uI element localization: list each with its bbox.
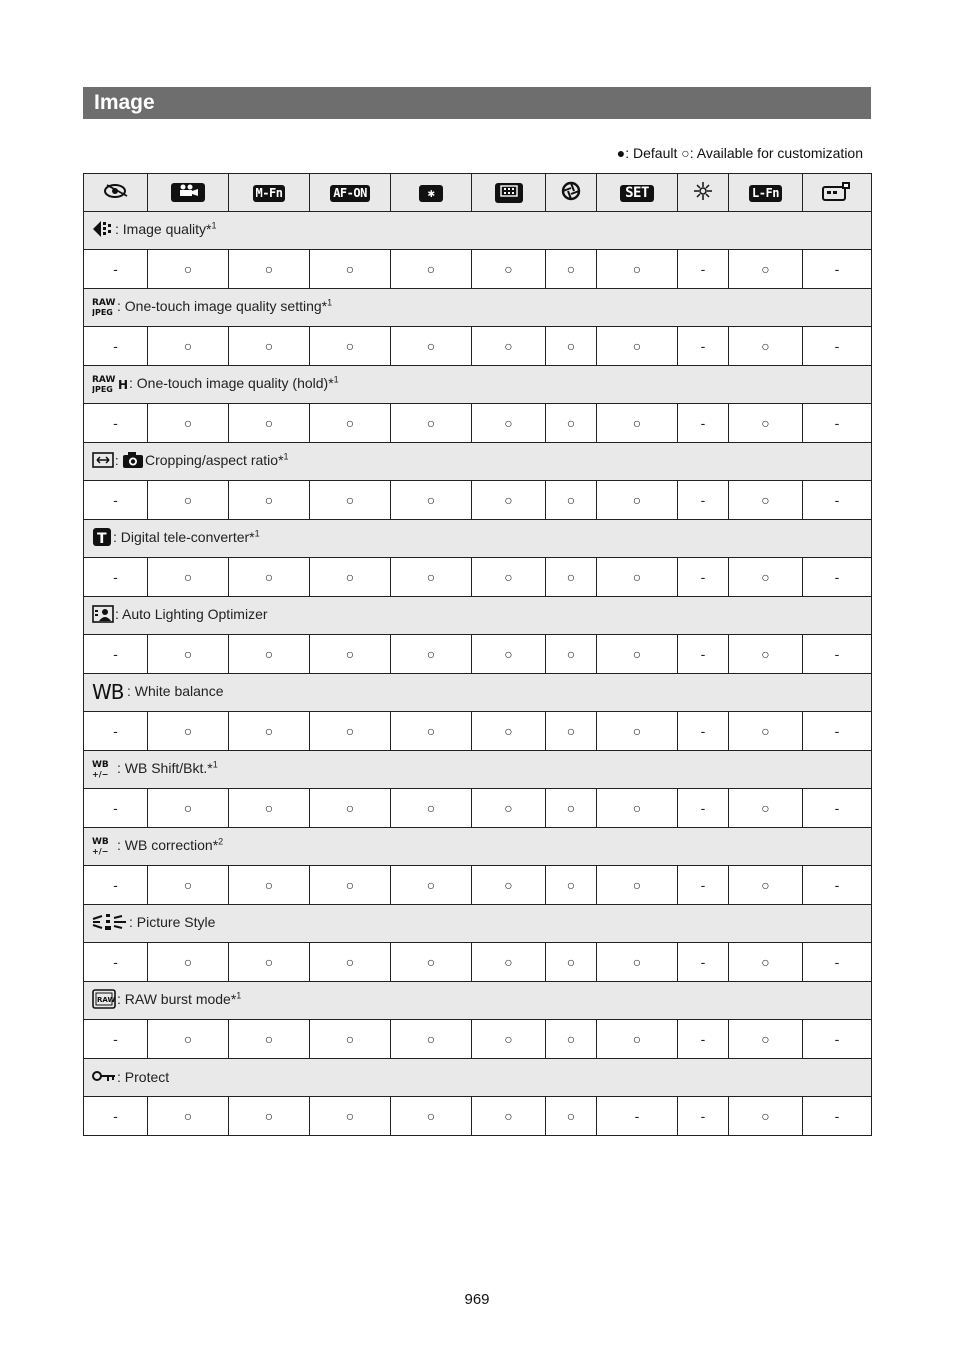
availability-cell: ○ [148,789,229,828]
availability-cell: ○ [310,327,391,366]
availability-cell: - [597,1097,678,1136]
availability-cell: ○ [229,404,310,443]
availability-cell: - [803,250,872,289]
availability-cell: ○ [729,866,803,905]
movie-icon [171,183,205,202]
availability-cell: ○ [310,712,391,751]
header-cell [678,174,729,212]
setting-item-row [84,751,872,789]
availability-cell: ○ [310,250,391,289]
availability-cell: ○ [310,635,391,674]
setting-item-row [84,443,872,481]
availability-cell: ○ [148,481,229,520]
setting-item-row [84,674,872,712]
setting-name-cell [84,1059,872,1097]
setting-name-cell [84,751,872,789]
availability-cell: ○ [391,250,472,289]
availability-cell: ○ [472,250,546,289]
availability-cell: - [803,635,872,674]
availability-cell: ○ [229,712,310,751]
availability-cell: ○ [597,481,678,520]
availability-cell: ○ [391,635,472,674]
availability-cell: ○ [597,866,678,905]
availability-cell: - [84,635,148,674]
availability-row [84,1097,872,1136]
availability-cell: - [678,404,729,443]
availability-cell: - [84,943,148,982]
availability-row [84,250,872,289]
svg-text:RAW: RAW [97,996,116,1004]
page-number: 969 [464,1291,490,1308]
availability-cell: - [678,327,729,366]
availability-cell: - [803,558,872,597]
white-balance-icon [92,681,126,704]
availability-cell: - [803,943,872,982]
header-cell [84,174,148,212]
footnote-marker: 1 [211,220,217,231]
protect-key-icon [92,1069,116,1086]
header-cell [310,174,391,212]
setting-name-cell [84,828,872,866]
cropping-icon [92,451,144,472]
battery-grip-icon [822,181,852,201]
svg-text:WB: WB [92,681,124,701]
setting-item-row [84,905,872,943]
availability-cell: ○ [546,404,597,443]
setting-name-cell [84,982,872,1020]
setting-label: : Digital tele-converter* [113,529,255,546]
availability-cell: ○ [472,789,546,828]
availability-cell: ○ [229,635,310,674]
availability-cell: ○ [472,558,546,597]
setting-item-row [84,289,872,327]
availability-cell: ○ [148,712,229,751]
availability-cell: ○ [148,943,229,982]
availability-cell: - [84,481,148,520]
availability-cell: - [803,1020,872,1059]
availability-row [84,404,872,443]
availability-cell: - [678,712,729,751]
availability-cell: ○ [729,943,803,982]
availability-cell: - [678,635,729,674]
wb-correction-icon [92,835,116,858]
availability-cell: ○ [148,250,229,289]
setting-name-cell [84,520,872,558]
availability-cell: ○ [472,481,546,520]
availability-row [84,866,872,905]
setting-label: : White balance [127,683,224,700]
footnote-marker: 1 [236,990,242,1001]
footnote-marker: 1 [327,297,333,308]
availability-cell: ○ [472,943,546,982]
availability-cell: ○ [310,1097,391,1136]
availability-cell: ○ [597,943,678,982]
availability-cell: ○ [597,558,678,597]
availability-cell: ○ [391,1020,472,1059]
availability-cell: - [803,866,872,905]
availability-cell: ○ [729,712,803,751]
availability-cell: ○ [597,789,678,828]
setting-name-cell [84,443,872,481]
setting-name-cell [84,597,872,635]
setting-label: : Picture Style [129,914,216,931]
availability-cell: - [678,943,729,982]
availability-cell: ○ [546,943,597,982]
ae-lock-button-icon: ✱ [419,185,444,202]
availability-cell: ○ [229,1020,310,1059]
setting-label: : One-touch image quality (hold)* [129,375,334,392]
availability-cell: ○ [148,866,229,905]
availability-cell: - [84,558,148,597]
availability-cell: - [678,789,729,828]
availability-cell: ○ [729,1097,803,1136]
footnote-marker: 1 [212,759,218,770]
availability-cell: - [803,789,872,828]
setting-name-cell [84,366,872,404]
availability-cell: ○ [148,1097,229,1136]
svg-text:WB: WB [92,837,109,847]
availability-cell: ○ [546,635,597,674]
raw-jpeg-hold-icon [92,373,128,396]
availability-cell: - [803,404,872,443]
availability-cell: - [84,712,148,751]
availability-cell: ○ [729,481,803,520]
eye-icon [103,182,129,200]
setting-name-cell [84,212,872,250]
availability-cell: ○ [148,558,229,597]
m-fn-button-icon: M-Fn [253,185,286,202]
header-cell [472,174,546,212]
setting-label: : WB Shift/Bkt.* [117,760,213,777]
availability-cell: ○ [391,404,472,443]
setting-label: : Image quality* [115,221,212,238]
availability-cell: ○ [391,1097,472,1136]
setting-item-row [84,982,872,1020]
svg-text::: : [115,453,119,468]
tele-converter-icon [92,527,112,550]
setting-label: : WB correction* [117,837,219,854]
availability-cell: ○ [597,635,678,674]
header-cell [229,174,310,212]
availability-cell: ○ [310,481,391,520]
header-cell [148,174,229,212]
availability-cell: ○ [229,943,310,982]
availability-cell: ○ [148,635,229,674]
availability-cell: ○ [729,1020,803,1059]
setting-label: : Protect [117,1068,170,1085]
availability-cell: - [84,250,148,289]
availability-cell: ○ [472,404,546,443]
svg-text:JPEG: JPEG [92,385,113,393]
availability-cell: ○ [729,404,803,443]
availability-row [84,943,872,982]
availability-cell: ○ [391,866,472,905]
availability-cell: ○ [229,327,310,366]
svg-text:RAW: RAW [92,298,116,308]
availability-cell: - [84,789,148,828]
availability-cell: ○ [472,1020,546,1059]
availability-cell: ○ [229,1097,310,1136]
setting-item-row [84,1059,872,1097]
availability-cell: ○ [229,558,310,597]
customization-table [83,173,872,1136]
availability-cell: ○ [472,327,546,366]
availability-cell: ○ [472,1097,546,1136]
setting-item-row [84,828,872,866]
svg-text:JPEG: JPEG [92,308,113,316]
availability-cell: - [84,866,148,905]
availability-row [84,635,872,674]
availability-cell: - [678,250,729,289]
availability-cell: ○ [597,1020,678,1059]
availability-cell: ○ [546,327,597,366]
availability-cell: ○ [229,250,310,289]
availability-cell: ○ [729,327,803,366]
availability-cell: ○ [229,481,310,520]
availability-cell: ○ [597,404,678,443]
availability-cell: ○ [310,866,391,905]
header-cell [803,174,872,212]
availability-cell: ○ [729,250,803,289]
svg-text:WB: WB [92,760,109,770]
setting-label: Cropping/aspect ratio* [145,452,284,469]
wb-shift-icon [92,758,116,781]
availability-cell: - [678,1020,729,1059]
header-cell [546,174,597,212]
setting-label: : RAW burst mode* [117,991,237,1008]
availability-cell: ○ [391,789,472,828]
availability-cell: ○ [546,250,597,289]
multi-controller-icon [694,182,712,200]
header-cell [391,174,472,212]
availability-row [84,481,872,520]
availability-cell: ○ [597,712,678,751]
availability-row [84,1020,872,1059]
availability-cell: ○ [310,558,391,597]
availability-cell: ○ [391,558,472,597]
image-quality-icon [92,220,114,241]
header-cell [729,174,803,212]
availability-cell: ○ [546,866,597,905]
availability-cell: ○ [310,789,391,828]
header-cell [597,174,678,212]
availability-cell: - [678,866,729,905]
svg-text:+/−: +/− [92,770,109,778]
availability-cell: - [84,404,148,443]
availability-cell: ○ [472,712,546,751]
availability-cell: ○ [391,712,472,751]
availability-cell: ○ [310,943,391,982]
availability-cell: - [803,1097,872,1136]
picture-style-icon [92,913,128,934]
setting-item-row [84,366,872,404]
availability-cell: ○ [310,404,391,443]
availability-cell: ○ [729,558,803,597]
raw-jpeg-icon [92,296,116,319]
availability-cell: - [84,1020,148,1059]
setting-item-row [84,520,872,558]
svg-text:RAW: RAW [92,375,116,385]
availability-cell: ○ [148,327,229,366]
availability-cell: ○ [148,1020,229,1059]
availability-cell: - [84,1097,148,1136]
set-button-icon: SET [620,185,654,202]
svg-text:T: T [97,531,107,547]
availability-cell: ○ [546,1097,597,1136]
availability-cell: ○ [546,558,597,597]
svg-text:+/−: +/− [92,847,109,855]
availability-cell: - [84,327,148,366]
availability-cell: - [678,558,729,597]
setting-label: : Auto Lighting Optimizer [115,606,268,623]
availability-cell: ○ [229,866,310,905]
svg-text:H: H [118,378,128,392]
availability-cell: ○ [391,327,472,366]
availability-cell: ○ [310,1020,391,1059]
availability-cell: - [803,712,872,751]
availability-cell: - [678,1097,729,1136]
auto-lighting-icon [92,605,114,626]
availability-row [84,327,872,366]
availability-cell: ○ [229,789,310,828]
availability-cell: ○ [597,250,678,289]
l-fn-button-icon: L-Fn [749,185,782,202]
availability-cell: ○ [729,635,803,674]
availability-cell: ○ [391,481,472,520]
availability-cell: ○ [597,327,678,366]
availability-cell: ○ [148,404,229,443]
footnote-marker: 1 [333,374,339,385]
af-on-button-icon: AF-ON [330,185,370,202]
setting-item-row [84,212,872,250]
aperture-icon [561,181,581,201]
setting-name-cell [84,905,872,943]
footnote-marker: 2 [218,836,224,847]
availability-row [84,558,872,597]
availability-cell: ○ [546,481,597,520]
button-header-row [84,174,872,212]
availability-cell: ○ [546,712,597,751]
availability-cell: ○ [546,789,597,828]
availability-row [84,712,872,751]
availability-cell: ○ [729,789,803,828]
setting-label: : One-touch image quality setting* [117,298,328,315]
setting-name-cell [84,674,872,712]
legend-text: ●: Default ○: Available for customization [616,145,863,161]
section-title: Image [83,87,871,119]
footnote-marker: 1 [254,528,260,539]
availability-row [84,789,872,828]
availability-cell: - [803,327,872,366]
availability-cell: - [803,481,872,520]
footnote-marker: 1 [283,451,289,462]
availability-cell: - [678,481,729,520]
setting-name-cell [84,289,872,327]
af-point-button-icon [495,183,523,203]
availability-cell: ○ [472,635,546,674]
availability-cell: ○ [546,1020,597,1059]
setting-item-row [84,597,872,635]
availability-cell: ○ [472,866,546,905]
raw-burst-icon [92,989,116,1012]
availability-cell: ○ [391,943,472,982]
